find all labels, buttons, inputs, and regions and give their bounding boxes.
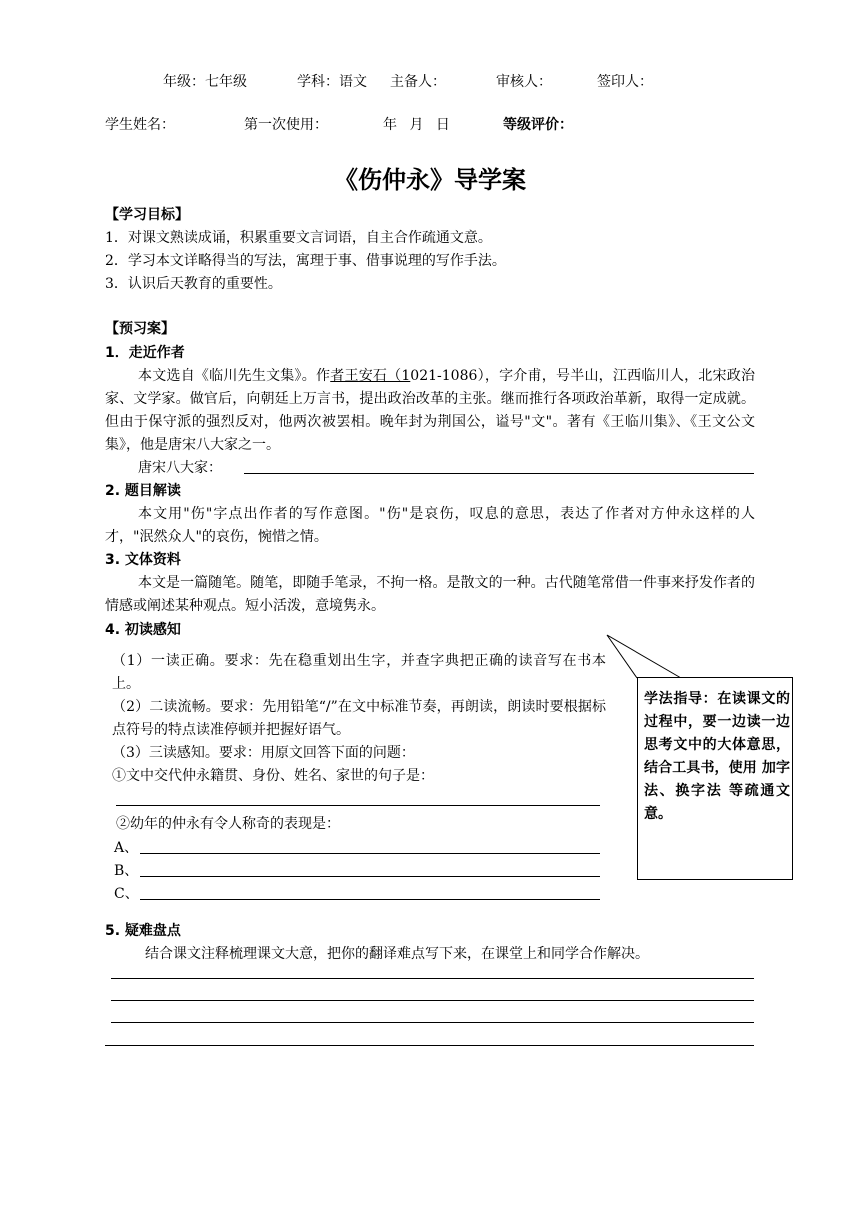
difficulties-instruction: 结合课文注释梳理课文大意，把你的翻译难点写下来，在课堂上和同学合作解决。 [145,946,649,962]
answer-line [116,805,600,806]
genre-paragraph: 本文是一篇随笔。随笔，即随手笔录，不拘一格。是散文的一种。古代随笔常借一件事来抒发作者的情感或阐述某种观点。短小活泼，意境隽永。 [105,575,755,614]
study-tip-text: 学法指导：在读课文的过程中，要一边读一边思考文中的大体意思，结合工具书，使用 加字法、换字法 等疏通文意。 [644,691,790,822]
subject-label: 学科：语文 [297,74,367,90]
objective-item: 2．学习本文详略得当的写法，寓理于事、借事说理的写作手法。 [105,253,506,269]
callout-pointer [605,633,685,681]
reading-step-1: （1）一读正确。要求：先在稳重划出生字，并查字典把正确的读音写在书本上。 [112,653,606,692]
grade-label: 年级：七年级 [163,74,247,90]
answer-line [244,473,754,474]
date-label: 年 月 日 [383,117,450,133]
answer-line [105,1045,754,1046]
objective-item: 3．认识后天教育的重要性。 [105,276,282,292]
section-first-reading: 4. 初读感知 [105,622,181,638]
page-title: 《伤仲永》导学案 [334,166,526,194]
question-2: ②幼年的仲永有令人称奇的表现是： [116,816,340,832]
rating-label: 等级评价： [503,117,573,133]
objectives-heading: 【学习目标】 [105,207,189,223]
student-name-label: 学生姓名： [105,117,175,133]
answer-line [111,978,754,979]
study-tip-box [637,677,793,880]
stamp-label: 签印人： [597,74,653,90]
title-interpret-paragraph: 本文用"伤"字点出作者的写作意图。"伤"是哀伤，叹息的意思，表达了作者对方仲永这样的人才，"泯然众人"的哀伤，惋惜之情。 [105,506,755,545]
preview-heading: 【预习案】 [105,321,175,337]
section-genre: 3. 文体资料 [105,552,181,568]
answer-line [111,1000,754,1001]
answer-line [140,899,600,900]
reading-step-2: （2）二读流畅。要求：先用铅笔“/”在文中标准节奏，再朗读，朗读时要根据标点符号的特点读准停顿并把握好语气。 [112,699,606,738]
objective-item: 1．对课文熟读成诵，积累重要文言词语，自主合作疏通文意。 [105,230,492,246]
answer-line [140,876,600,877]
reading-step-3: （3）三读感知。要求：用原文回答下面的问题： [112,745,415,761]
option-c-label: C、 [114,886,139,902]
section-difficulties: 5. 疑难盘点 [105,923,181,939]
option-a-label: A、 [114,840,139,856]
answer-line [111,1022,754,1023]
question-1: ①文中交代仲永籍贯、身份、姓名、家世的句子是： [112,768,434,784]
section-title-interpret: 2. 题目解读 [105,483,181,499]
eight-masters-label: 唐宋八大家： [138,460,222,476]
author-paragraph: 本文选自《临川先生文集》。作者王安石（1021-1086），字介甫，号半山，江西临川人，北宋政治家、文学家。做官后，向朝廷上万言书，提出政治改革的主张。继而推行各项政治革新，取得一定成就。但由于保守派的强烈反对，他两次被罢相。晚年封为荆国公，谥号"文"。著有《王临川集》、《王文公文集》，他是唐宋八大家之一。 [105,368,755,453]
answer-line [140,853,600,854]
first-use-label: 第一次使用： [244,117,328,133]
preparer-label: 主备人： [390,74,446,90]
option-b-label: B、 [114,863,139,879]
reviewer-label: 审核人： [496,74,552,90]
section-author-title: 1．走近作者 [105,345,185,361]
